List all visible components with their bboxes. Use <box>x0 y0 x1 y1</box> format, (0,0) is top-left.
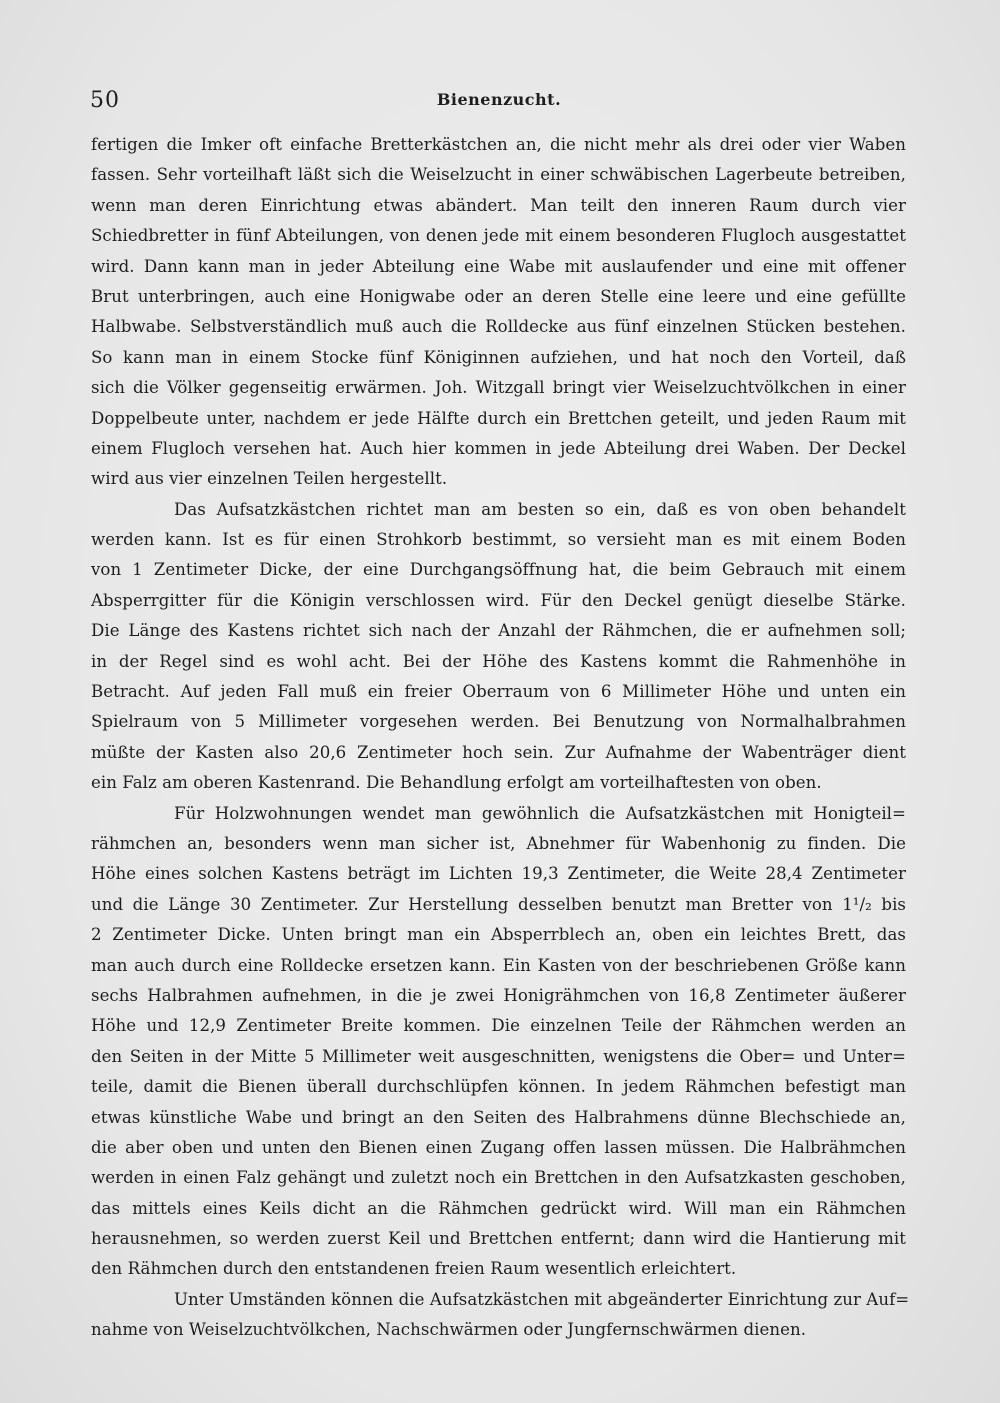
text-line-paragraph-end: den Rähmchen durch den entstandenen freien Raum wesentlich erleichtert. <box>91 1259 737 1279</box>
running-title: Bienenzucht. <box>436 90 562 109</box>
text-line: den Seiten in der Mitte 5 Millimeter weit ausgeschnitten, wenigstens die Ober= und Unter= <box>91 1046 906 1066</box>
text-line: die aber oben und unten den Bienen einen Zugang offen lassen müssen. Die Halbrähmchen <box>91 1137 906 1157</box>
text-line: fassen. Sehr vorteilhaft läßt sich die Weiselzucht in einer schwäbischen Lagerbeute betreiben, <box>91 165 906 185</box>
text-line-paragraph-start: Das Aufsatzkästchen richtet man am besten so ein, daß es von oben behandelt <box>174 499 906 519</box>
text-line-paragraph-end: wird aus vier einzelnen Teilen hergestellt. <box>91 469 448 489</box>
text-line: Absperrgitter für die Königin verschlossen wird. Für den Deckel genügt dieselbe Stärke. <box>91 590 906 610</box>
text-line: Brut unterbringen, auch eine Honigwabe oder an deren Stelle eine leere und eine gefüllte <box>91 286 906 306</box>
text-line: Halbwabe. Selbstverständlich muß auch die Rolldecke aus fünf einzelnen Stücken bestehen. <box>91 317 906 337</box>
text-line: Betracht. Auf jeden Fall muß ein freier Oberraum von 6 Millimeter Höhe und unten ein <box>91 682 906 702</box>
text-line: etwas künstliche Wabe und bringt an den Seiten des Halbrahmens dünne Blechschiede an, <box>91 1107 906 1127</box>
text-line: herausnehmen, so werden zuerst Keil und Brettchen entfernt; dann wird die Hantierung mit <box>91 1229 906 1249</box>
text-line: Die Länge des Kastens richtet sich nach der Anzahl der Rähmchen, die er aufnehmen soll; <box>91 621 906 641</box>
text-line: So kann man in einem Stocke fünf Königinnen aufziehen, und hat noch den Vorteil, daß <box>91 347 906 367</box>
text-line: wird. Dann kann man in jeder Abteilung eine Wabe mit auslaufender und eine mit offener <box>91 256 906 276</box>
text-line: sich die Völker gegenseitig erwärmen. Joh. Witzgall bringt vier Weiselzuchtvölkchen in einer <box>91 378 906 398</box>
text-line-paragraph-end: nahme von Weiselzuchtvölkchen, Nachschwärmen oder Jungfernschwärmen dienen. <box>91 1320 807 1340</box>
text-line: in der Regel sind es wohl acht. Bei der Höhe des Kastens kommt die Rahmenhöhe in <box>91 651 906 671</box>
text-line: müßte der Kasten also 20,6 Zentimeter hoch sein. Zur Aufnahme der Wabenträger dient <box>91 742 906 762</box>
text-line: Höhe und 12,9 Zentimeter Breite kommen. Die einzelnen Teile der Rähmchen werden an <box>91 1016 906 1036</box>
text-line: und die Länge 30 Zentimeter. Zur Herstellung desselben benutzt man Bretter von 1¹/₂ bis <box>91 894 906 914</box>
body-text <box>91 130 910 1346</box>
text-line: teile, damit die Bienen überall durchschlüpfen können. In jedem Rähmchen befestigt man <box>91 1077 906 1097</box>
text-line: rähmchen an, besonders wenn man sicher ist, Abnehmer für Wabenhonig zu finden. Die <box>91 833 906 853</box>
text-line: einem Flugloch versehen hat. Auch hier kommen in jede Abteilung drei Waben. Der Deckel <box>91 438 906 458</box>
text-line: von 1 Zentimeter Dicke, der eine Durchgangsöffnung hat, die beim Gebrauch mit einem <box>91 560 906 580</box>
text-line: Doppelbeute unter, nachdem er jede Hälfte durch ein Brettchen geteilt, und jeden Raum mit <box>91 408 906 428</box>
text-line: Schiedbretter in fünf Abteilungen, von denen jede mit einem besonderen Flugloch ausgestattet <box>91 226 906 246</box>
text-line-paragraph-start: Für Holzwohnungen wendet man gewöhnlich die Aufsatzkästchen mit Honigteil= <box>174 803 906 823</box>
text-line: werden kann. Ist es für einen Strohkorb bestimmt, so versieht man es mit einem Boden <box>91 530 906 550</box>
text-line: das mittels eines Keils dicht an die Rähmchen gedrückt wird. Will man ein Rähmchen <box>91 1198 906 1218</box>
text-line: wenn man deren Einrichtung etwas abändert. Man teilt den inneren Raum durch vier <box>91 195 906 215</box>
text-line-paragraph-start: Unter Umständen können die Aufsatzkästchen mit abgeänderter Einrichtung zur Auf= <box>174 1289 910 1309</box>
text-line: Spielraum von 5 Millimeter vorgesehen werden. Bei Benutzung von Normalhalbrahmen <box>91 712 906 732</box>
page-number: 50 <box>90 88 120 113</box>
text-line: Höhe eines solchen Kastens beträgt im Lichten 19,3 Zentimeter, die Weite 28,4 Zentimeter <box>91 864 906 884</box>
text-line: 2 Zentimeter Dicke. Unten bringt man ein Absperrblech an, oben ein leichtes Brett, das <box>91 925 906 945</box>
text-line: fertigen die Imker oft einfache Bretterkästchen an, die nicht mehr als drei oder vier Waben <box>91 135 906 154</box>
text-line: man auch durch eine Rolldecke ersetzen kann. Ein Kasten von der beschriebenen Größe kann <box>91 955 906 975</box>
page-header <box>88 88 910 118</box>
text-line: sechs Halbrahmen aufnehmen, in die je zwei Honigrähmchen von 16,8 Zentimeter äußerer <box>91 985 906 1005</box>
text-line: werden in einen Falz gehängt und zuletzt noch ein Brettchen in den Aufsatzkasten geschoben, <box>91 1168 906 1188</box>
text-line-paragraph-end: ein Falz am oberen Kastenrand. Die Behandlung erfolgt am vorteilhaftesten von oben. <box>91 773 822 793</box>
